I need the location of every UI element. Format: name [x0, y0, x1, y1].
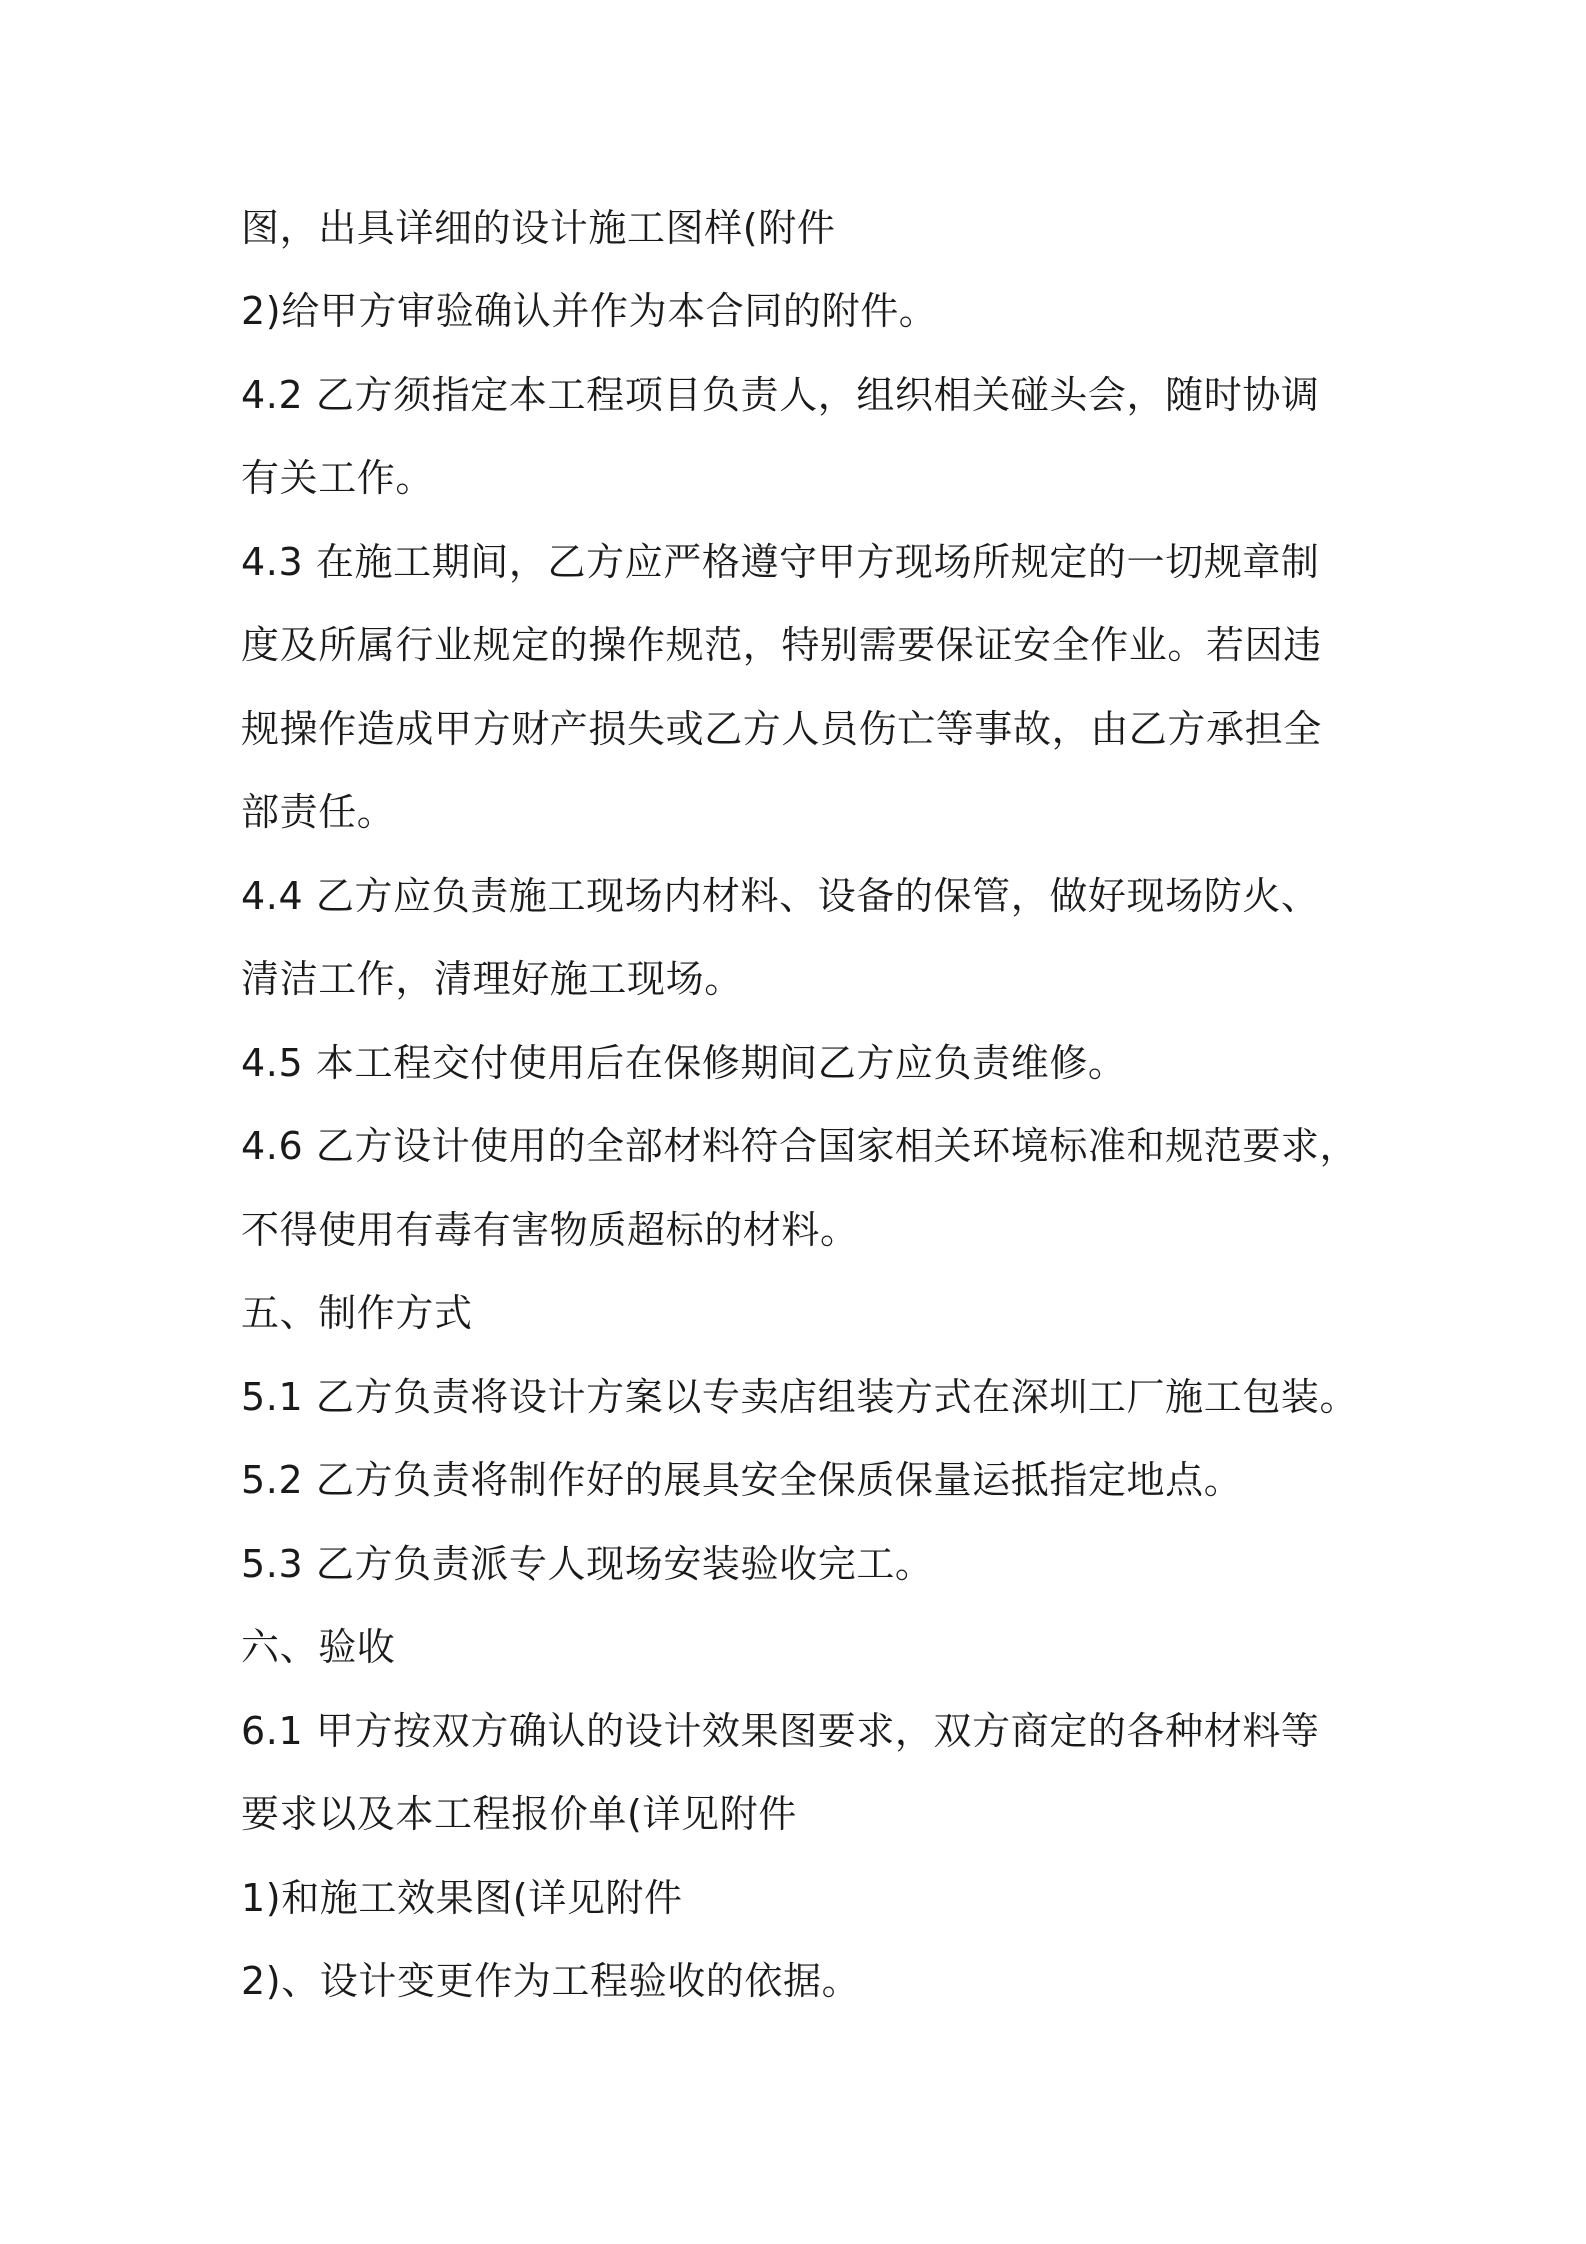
clause-6-1: 6.1 甲方按双方确认的设计效果图要求，双方商定的各种材料等 [241, 1709, 1320, 1753]
text-line: 2)、设计变更作为工程验收的依据。 [241, 1959, 861, 2003]
clause-5-2: 5.2 乙方负责将制作好的展具安全保质保量运抵指定地点。 [241, 1458, 1243, 1502]
clause-5-1: 5.1 乙方负责将设计方案以专卖店组装方式在深圳工厂施工包装。 [241, 1375, 1359, 1419]
text-line: 图，出具详细的设计施工图样(附件 [241, 206, 836, 250]
text-line: 部责任。 [241, 790, 396, 834]
text-line: 规操作造成甲方财产损失或乙方人员伤亡等事故，由乙方承担全 [241, 707, 1322, 751]
clause-4-4: 4.4 乙方应负责施工现场内材料、设备的保管，做好现场防火、 [241, 874, 1320, 918]
clause-4-6: 4.6 乙方设计使用的全部材料符合国家相关环境标准和规范要求， [241, 1124, 1359, 1168]
section-heading-6: 六、验收 [241, 1625, 396, 1669]
text-line: 1)和施工效果图(详见附件 [241, 1876, 683, 1920]
text-line: 度及所属行业规定的操作规范，特别需要保证安全作业。若因违 [241, 623, 1322, 667]
text-line: 不得使用有毒有害物质超标的材料。 [241, 1208, 859, 1252]
clause-4-2: 4.2 乙方须指定本工程项目负责人，组织相关碰头会，随时协调 [241, 373, 1320, 417]
text-line: 清洁工作，清理好施工现场。 [241, 957, 743, 1001]
text-line: 要求以及本工程报价单(详见附件 [241, 1792, 797, 1836]
clause-4-3: 4.3 在施工期间，乙方应严格遵守甲方现场所规定的一切规章制 [241, 540, 1320, 584]
clause-5-3: 5.3 乙方负责派专人现场安装验收完工。 [241, 1542, 934, 1586]
text-line: 2)给甲方审验确认并作为本合同的附件。 [241, 289, 938, 333]
section-heading-5: 五、制作方式 [241, 1291, 473, 1335]
clause-4-5: 4.5 本工程交付使用后在保修期间乙方应负责维修。 [241, 1041, 1127, 1085]
text-line: 有关工作。 [241, 456, 435, 500]
